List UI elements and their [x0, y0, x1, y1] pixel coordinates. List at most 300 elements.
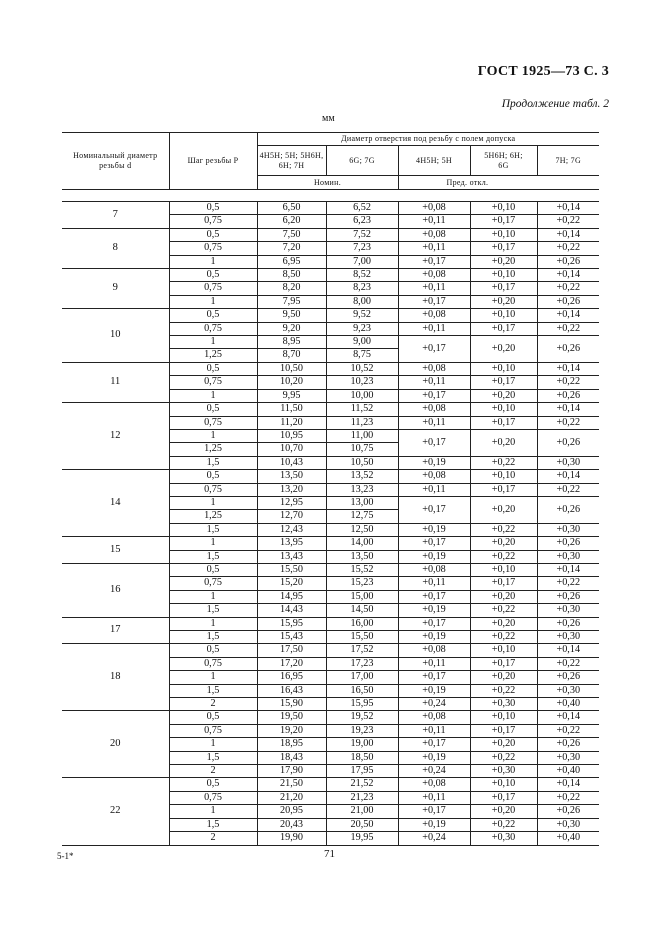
pitch-cell: 0,5 [169, 202, 257, 215]
tolerance-7h7g-cell: +0,22 [537, 215, 599, 228]
tolerance-7h7g-cell: +0,30 [537, 550, 599, 563]
pitch-cell: 1,5 [169, 818, 257, 831]
page-number: 71 [324, 848, 335, 860]
pitch-cell: 1,5 [169, 631, 257, 644]
tolerance-5h6h-cell: +0,30 [470, 698, 537, 711]
pitch-cell: 1,25 [169, 443, 257, 456]
tolerance-4h5h-cell: +0,19 [398, 523, 470, 536]
pitch-cell: 0,75 [169, 791, 257, 804]
tolerance-4h5h-cell: +0,19 [398, 818, 470, 831]
tolerance-4h5h-cell: +0,17 [398, 590, 470, 603]
tolerance-7h7g-cell: +0,40 [537, 698, 599, 711]
tolerance-7h7g-cell: +0,30 [537, 456, 599, 469]
nominal-6g7g-cell: 10,52 [326, 362, 398, 375]
page-header: ГОСТ 1925—73 С. 3 [477, 64, 609, 79]
pitch-cell: 0,75 [169, 657, 257, 670]
tolerance-5h6h-cell: +0,20 [470, 295, 537, 308]
nominal-4h5h-cell: 7,50 [257, 228, 326, 241]
pitch-cell: 1 [169, 496, 257, 509]
tolerance-7h7g-cell: +0,14 [537, 228, 599, 241]
nominal-6g7g-cell: 13,23 [326, 483, 398, 496]
nominal-4h5h-cell: 19,90 [257, 832, 326, 845]
tolerance-5h6h-cell: +0,10 [470, 563, 537, 576]
tolerance-5h6h-cell: +0,10 [470, 309, 537, 322]
nominal-6g7g-cell: 8,52 [326, 269, 398, 282]
tolerance-7h7g-cell: +0,26 [537, 389, 599, 402]
tolerance-5h6h-cell: +0,10 [470, 362, 537, 375]
nominal-4h5h-cell: 18,43 [257, 751, 326, 764]
tolerance-7h7g-cell: +0,22 [537, 657, 599, 670]
tolerance-7h7g-cell: +0,22 [537, 483, 599, 496]
tolerance-5h6h-cell: +0,30 [470, 832, 537, 845]
nominal-4h5h-cell: 8,20 [257, 282, 326, 295]
header-nominal-diameter: Номинальный диаметр резьбы d [62, 133, 169, 190]
tolerance-4h5h-cell: +0,17 [398, 336, 470, 363]
nominal-4h5h-cell: 9,50 [257, 309, 326, 322]
tolerance-7h7g-cell: +0,40 [537, 832, 599, 845]
tolerance-4h5h-cell: +0,11 [398, 791, 470, 804]
tolerance-5h6h-cell: +0,17 [470, 724, 537, 737]
table-continuation-label: Продолжение табл. 2 [501, 98, 609, 110]
table-row [62, 470, 599, 483]
nominal-diameter-cell: 12 [62, 403, 169, 470]
tolerance-4h5h-cell: +0,11 [398, 724, 470, 737]
nominal-6g7g-cell: 9,23 [326, 322, 398, 335]
nominal-4h5h-cell: 20,95 [257, 805, 326, 818]
tolerance-5h6h-cell: +0,22 [470, 523, 537, 536]
nominal-6g7g-cell: 13,50 [326, 550, 398, 563]
nominal-4h5h-cell: 9,20 [257, 322, 326, 335]
nominal-4h5h-cell: 10,43 [257, 456, 326, 469]
tolerance-7h7g-cell: +0,26 [537, 496, 599, 523]
tolerance-4h5h-cell: +0,08 [398, 309, 470, 322]
tolerance-5h6h-cell: +0,10 [470, 403, 537, 416]
tolerance-4h5h-cell: +0,17 [398, 429, 470, 456]
tolerance-5h6h-cell: +0,17 [470, 322, 537, 335]
nominal-6g7g-cell: 8,75 [326, 349, 398, 362]
tolerance-7h7g-cell: +0,26 [537, 738, 599, 751]
nominal-4h5h-cell: 10,70 [257, 443, 326, 456]
table-row [62, 617, 599, 630]
table-row [62, 403, 599, 416]
nominal-4h5h-cell: 13,43 [257, 550, 326, 563]
tolerance-4h5h-cell: +0,17 [398, 537, 470, 550]
tolerance-5h6h-cell: +0,10 [470, 228, 537, 241]
nominal-6g7g-cell: 15,00 [326, 590, 398, 603]
nominal-4h5h-cell: 17,20 [257, 657, 326, 670]
nominal-4h5h-cell: 17,90 [257, 765, 326, 778]
nominal-diameter-cell: 16 [62, 563, 169, 617]
nominal-4h5h-cell: 9,95 [257, 389, 326, 402]
nominal-4h5h-cell: 19,50 [257, 711, 326, 724]
nominal-6g7g-cell: 12,50 [326, 523, 398, 536]
pitch-cell: 0,5 [169, 228, 257, 241]
nominal-diameter-cell: 22 [62, 778, 169, 845]
table-row [62, 644, 599, 657]
tolerance-4h5h-cell: +0,08 [398, 362, 470, 375]
tolerance-7h7g-cell: +0,30 [537, 631, 599, 644]
table-row [62, 563, 599, 576]
pitch-cell: 0,75 [169, 322, 257, 335]
table-row [62, 778, 599, 791]
nominal-6g7g-cell: 9,00 [326, 336, 398, 349]
tolerance-4h5h-cell: +0,17 [398, 805, 470, 818]
tolerance-5h6h-cell: +0,20 [470, 537, 537, 550]
nominal-4h5h-cell: 12,43 [257, 523, 326, 536]
nominal-4h5h-cell: 6,20 [257, 215, 326, 228]
tolerance-4h5h-cell: +0,19 [398, 456, 470, 469]
pitch-cell: 0,75 [169, 215, 257, 228]
nominal-6g7g-cell: 21,00 [326, 805, 398, 818]
nominal-4h5h-cell: 15,50 [257, 563, 326, 576]
header-pitch: Шаг резьбы P [169, 133, 257, 190]
tolerance-5h6h-cell: +0,10 [470, 470, 537, 483]
tolerance-7h7g-cell: +0,30 [537, 604, 599, 617]
tolerance-4h5h-cell: +0,08 [398, 228, 470, 241]
tolerance-7h7g-cell: +0,14 [537, 362, 599, 375]
tolerance-5h6h-cell: +0,17 [470, 416, 537, 429]
tolerance-7h7g-cell: +0,26 [537, 590, 599, 603]
tolerance-7h7g-cell: +0,14 [537, 563, 599, 576]
pitch-cell: 1 [169, 429, 257, 442]
pitch-cell: 1 [169, 336, 257, 349]
pitch-cell: 2 [169, 832, 257, 845]
tolerance-7h7g-cell: +0,30 [537, 684, 599, 697]
header-hole-diameter-group: Диаметр отверстия под резьбу с полем допуска [257, 133, 599, 146]
pitch-cell: 0,5 [169, 778, 257, 791]
tolerance-7h7g-cell: +0,26 [537, 671, 599, 684]
nominal-4h5h-cell: 15,95 [257, 617, 326, 630]
pitch-cell: 0,5 [169, 470, 257, 483]
tolerance-7h7g-cell: +0,22 [537, 416, 599, 429]
nominal-6g7g-cell: 17,23 [326, 657, 398, 670]
tolerance-4h5h-cell: +0,17 [398, 389, 470, 402]
nominal-6g7g-cell: 7,52 [326, 228, 398, 241]
pitch-cell: 1,5 [169, 550, 257, 563]
nominal-6g7g-cell: 14,00 [326, 537, 398, 550]
nominal-4h5h-cell: 16,95 [257, 671, 326, 684]
pitch-cell: 1 [169, 671, 257, 684]
nominal-4h5h-cell: 10,50 [257, 362, 326, 375]
nominal-4h5h-cell: 19,20 [257, 724, 326, 737]
tolerance-4h5h-cell: +0,17 [398, 496, 470, 523]
nominal-6g7g-cell: 11,52 [326, 403, 398, 416]
nominal-4h5h-cell: 20,43 [257, 818, 326, 831]
tolerance-4h5h-cell: +0,17 [398, 255, 470, 268]
pitch-cell: 1,5 [169, 523, 257, 536]
pitch-cell: 0,5 [169, 563, 257, 576]
tolerance-5h6h-cell: +0,22 [470, 456, 537, 469]
nominal-6g7g-cell: 17,52 [326, 644, 398, 657]
table-row [62, 269, 599, 282]
tolerance-5h6h-cell: +0,17 [470, 376, 537, 389]
nominal-6g7g-cell: 10,00 [326, 389, 398, 402]
tolerance-4h5h-cell: +0,08 [398, 711, 470, 724]
nominal-4h5h-cell: 12,70 [257, 510, 326, 523]
nominal-6g7g-cell: 20,50 [326, 818, 398, 831]
header-nominal: Номин. [257, 176, 398, 190]
tolerance-4h5h-cell: +0,11 [398, 577, 470, 590]
nominal-4h5h-cell: 7,20 [257, 242, 326, 255]
pitch-cell: 1 [169, 590, 257, 603]
tolerance-5h6h-cell: +0,20 [470, 496, 537, 523]
tolerance-4h5h-cell: +0,19 [398, 751, 470, 764]
tolerance-4h5h-cell: +0,11 [398, 416, 470, 429]
tolerance-7h7g-cell: +0,22 [537, 791, 599, 804]
nominal-6g7g-cell: 15,95 [326, 698, 398, 711]
nominal-4h5h-cell: 8,95 [257, 336, 326, 349]
tolerance-5h6h-cell: +0,30 [470, 765, 537, 778]
pitch-cell: 1 [169, 805, 257, 818]
tolerance-5h6h-cell: +0,22 [470, 550, 537, 563]
unit-label: мм [322, 113, 335, 124]
pitch-cell: 0,5 [169, 269, 257, 282]
pitch-cell: 0,5 [169, 403, 257, 416]
table-row [62, 202, 599, 215]
tolerance-7h7g-cell: +0,14 [537, 269, 599, 282]
nominal-4h5h-cell: 15,90 [257, 698, 326, 711]
tolerance-5h6h-cell: +0,10 [470, 644, 537, 657]
nominal-6g7g-cell: 9,52 [326, 309, 398, 322]
nominal-6g7g-cell: 19,00 [326, 738, 398, 751]
tolerance-4h5h-cell: +0,17 [398, 295, 470, 308]
pitch-cell: 1 [169, 389, 257, 402]
thread-hole-diameter-table [62, 132, 599, 846]
table-row [62, 711, 599, 724]
tolerance-7h7g-cell: +0,26 [537, 537, 599, 550]
nominal-4h5h-cell: 13,50 [257, 470, 326, 483]
tolerance-4h5h-cell: +0,11 [398, 483, 470, 496]
header-7h-7g: 7H; 7G [537, 146, 599, 176]
nominal-4h5h-cell: 18,95 [257, 738, 326, 751]
tolerance-5h6h-cell: +0,17 [470, 577, 537, 590]
tolerance-7h7g-cell: +0,26 [537, 429, 599, 456]
tolerance-5h6h-cell: +0,17 [470, 483, 537, 496]
tolerance-7h7g-cell: +0,14 [537, 309, 599, 322]
table-row [62, 537, 599, 550]
tolerance-7h7g-cell: +0,40 [537, 765, 599, 778]
tolerance-7h7g-cell: +0,14 [537, 202, 599, 215]
tolerance-5h6h-cell: +0,20 [470, 738, 537, 751]
tolerance-5h6h-cell: +0,20 [470, 389, 537, 402]
pitch-cell: 1 [169, 537, 257, 550]
header-4h5h-5h: 4H5H; 5H [398, 146, 470, 176]
nominal-4h5h-cell: 15,20 [257, 577, 326, 590]
tolerance-4h5h-cell: +0,19 [398, 631, 470, 644]
nominal-6g7g-cell: 10,23 [326, 376, 398, 389]
nominal-diameter-cell: 8 [62, 228, 169, 268]
nominal-4h5h-cell: 17,50 [257, 644, 326, 657]
nominal-diameter-cell: 10 [62, 309, 169, 363]
pitch-cell: 0,75 [169, 242, 257, 255]
nominal-diameter-cell: 18 [62, 644, 169, 711]
nominal-4h5h-cell: 8,50 [257, 269, 326, 282]
pitch-cell: 1 [169, 617, 257, 630]
nominal-6g7g-cell: 19,52 [326, 711, 398, 724]
pitch-cell: 1,5 [169, 751, 257, 764]
nominal-6g7g-cell: 14,50 [326, 604, 398, 617]
nominal-4h5h-cell: 10,20 [257, 376, 326, 389]
nominal-6g7g-cell: 15,23 [326, 577, 398, 590]
tolerance-5h6h-cell: +0,20 [470, 671, 537, 684]
tolerance-7h7g-cell: +0,22 [537, 577, 599, 590]
tolerance-5h6h-cell: +0,20 [470, 336, 537, 363]
nominal-6g7g-cell: 17,00 [326, 671, 398, 684]
tolerance-4h5h-cell: +0,11 [398, 322, 470, 335]
nominal-4h5h-cell: 12,95 [257, 496, 326, 509]
tolerance-4h5h-cell: +0,11 [398, 282, 470, 295]
tolerance-4h5h-cell: +0,11 [398, 657, 470, 670]
tolerance-7h7g-cell: +0,26 [537, 336, 599, 363]
tolerance-7h7g-cell: +0,30 [537, 751, 599, 764]
nominal-6g7g-cell: 10,75 [326, 443, 398, 456]
tolerance-5h6h-cell: +0,10 [470, 269, 537, 282]
tolerance-4h5h-cell: +0,24 [398, 832, 470, 845]
tolerance-4h5h-cell: +0,11 [398, 242, 470, 255]
nominal-4h5h-cell: 6,50 [257, 202, 326, 215]
nominal-6g7g-cell: 15,52 [326, 563, 398, 576]
pitch-cell: 1,5 [169, 684, 257, 697]
tolerance-5h6h-cell: +0,20 [470, 590, 537, 603]
tolerance-7h7g-cell: +0,22 [537, 376, 599, 389]
nominal-6g7g-cell: 18,50 [326, 751, 398, 764]
tolerance-7h7g-cell: +0,14 [537, 778, 599, 791]
nominal-6g7g-cell: 15,50 [326, 631, 398, 644]
tolerance-7h7g-cell: +0,30 [537, 818, 599, 831]
tolerance-4h5h-cell: +0,08 [398, 403, 470, 416]
tolerance-7h7g-cell: +0,22 [537, 282, 599, 295]
tolerance-7h7g-cell: +0,26 [537, 255, 599, 268]
tolerance-4h5h-cell: +0,08 [398, 269, 470, 282]
tolerance-7h7g-cell: +0,22 [537, 322, 599, 335]
pitch-cell: 0,75 [169, 416, 257, 429]
tolerance-5h6h-cell: +0,22 [470, 604, 537, 617]
tolerance-7h7g-cell: +0,14 [537, 711, 599, 724]
tolerance-4h5h-cell: +0,24 [398, 765, 470, 778]
header-4h5h-5h6h: 4H5H; 5H; 5H6H, 6H; 7H [257, 146, 326, 176]
tolerance-4h5h-cell: +0,19 [398, 604, 470, 617]
pitch-cell: 0,75 [169, 376, 257, 389]
pitch-cell: 1 [169, 738, 257, 751]
nominal-4h5h-cell: 8,70 [257, 349, 326, 362]
nominal-6g7g-cell: 6,52 [326, 202, 398, 215]
nominal-4h5h-cell: 21,20 [257, 791, 326, 804]
nominal-6g7g-cell: 19,95 [326, 832, 398, 845]
header-tolerance: Пред. откл. [398, 176, 599, 190]
nominal-4h5h-cell: 6,95 [257, 255, 326, 268]
tolerance-7h7g-cell: +0,14 [537, 644, 599, 657]
nominal-6g7g-cell: 8,23 [326, 282, 398, 295]
nominal-4h5h-cell: 14,43 [257, 604, 326, 617]
pitch-cell: 1 [169, 295, 257, 308]
nominal-4h5h-cell: 7,95 [257, 295, 326, 308]
tolerance-5h6h-cell: +0,10 [470, 711, 537, 724]
tolerance-5h6h-cell: +0,20 [470, 805, 537, 818]
tolerance-5h6h-cell: +0,20 [470, 617, 537, 630]
tolerance-7h7g-cell: +0,22 [537, 724, 599, 737]
nominal-4h5h-cell: 16,43 [257, 684, 326, 697]
tolerance-7h7g-cell: +0,22 [537, 242, 599, 255]
nominal-6g7g-cell: 13,52 [326, 470, 398, 483]
tolerance-4h5h-cell: +0,08 [398, 470, 470, 483]
nominal-6g7g-cell: 13,00 [326, 496, 398, 509]
pitch-cell: 1,25 [169, 510, 257, 523]
tolerance-4h5h-cell: +0,17 [398, 671, 470, 684]
header-6g-7g: 6G; 7G [326, 146, 398, 176]
tolerance-5h6h-cell: +0,17 [470, 242, 537, 255]
pitch-cell: 0,75 [169, 724, 257, 737]
nominal-6g7g-cell: 19,23 [326, 724, 398, 737]
tolerance-4h5h-cell: +0,17 [398, 738, 470, 751]
nominal-diameter-cell: 14 [62, 470, 169, 537]
tolerance-5h6h-cell: +0,17 [470, 282, 537, 295]
table-row [62, 228, 599, 241]
pitch-cell: 0,75 [169, 577, 257, 590]
tolerance-4h5h-cell: +0,19 [398, 550, 470, 563]
tolerance-5h6h-cell: +0,22 [470, 818, 537, 831]
tolerance-4h5h-cell: +0,19 [398, 684, 470, 697]
tolerance-4h5h-cell: +0,08 [398, 644, 470, 657]
nominal-diameter-cell: 20 [62, 711, 169, 778]
nominal-4h5h-cell: 21,50 [257, 778, 326, 791]
tolerance-4h5h-cell: +0,11 [398, 215, 470, 228]
nominal-6g7g-cell: 12,75 [326, 510, 398, 523]
nominal-4h5h-cell: 10,95 [257, 429, 326, 442]
pitch-cell: 0,5 [169, 362, 257, 375]
tolerance-4h5h-cell: +0,24 [398, 698, 470, 711]
tolerance-4h5h-cell: +0,11 [398, 376, 470, 389]
nominal-6g7g-cell: 6,23 [326, 215, 398, 228]
nominal-6g7g-cell: 8,00 [326, 295, 398, 308]
table-row [62, 362, 599, 375]
nominal-diameter-cell: 15 [62, 537, 169, 564]
nominal-6g7g-cell: 11,23 [326, 416, 398, 429]
pitch-cell: 2 [169, 765, 257, 778]
footer-print-mark: 5-1* [57, 851, 74, 861]
tolerance-7h7g-cell: +0,26 [537, 805, 599, 818]
nominal-diameter-cell: 17 [62, 617, 169, 644]
tolerance-7h7g-cell: +0,26 [537, 295, 599, 308]
tolerance-5h6h-cell: +0,10 [470, 202, 537, 215]
nominal-4h5h-cell: 11,50 [257, 403, 326, 416]
tolerance-5h6h-cell: +0,17 [470, 657, 537, 670]
pitch-cell: 0,75 [169, 483, 257, 496]
tolerance-7h7g-cell: +0,14 [537, 470, 599, 483]
nominal-4h5h-cell: 15,43 [257, 631, 326, 644]
nominal-6g7g-cell: 17,95 [326, 765, 398, 778]
pitch-cell: 0,5 [169, 711, 257, 724]
nominal-6g7g-cell: 21,52 [326, 778, 398, 791]
tolerance-5h6h-cell: +0,22 [470, 684, 537, 697]
tolerance-5h6h-cell: +0,17 [470, 215, 537, 228]
pitch-cell: 1,5 [169, 456, 257, 469]
nominal-diameter-cell: 7 [62, 202, 169, 229]
nominal-4h5h-cell: 13,95 [257, 537, 326, 550]
nominal-4h5h-cell: 11,20 [257, 416, 326, 429]
nominal-6g7g-cell: 7,00 [326, 255, 398, 268]
tolerance-7h7g-cell: +0,26 [537, 617, 599, 630]
tolerance-4h5h-cell: +0,17 [398, 617, 470, 630]
pitch-cell: 0,75 [169, 282, 257, 295]
nominal-6g7g-cell: 16,00 [326, 617, 398, 630]
nominal-6g7g-cell: 21,23 [326, 791, 398, 804]
nominal-6g7g-cell: 11,00 [326, 429, 398, 442]
header-5h6h-6h-6g: 5H6H; 6H; 6G [470, 146, 537, 176]
pitch-cell: 1 [169, 255, 257, 268]
nominal-6g7g-cell: 16,50 [326, 684, 398, 697]
nominal-4h5h-cell: 14,95 [257, 590, 326, 603]
tolerance-5h6h-cell: +0,10 [470, 778, 537, 791]
